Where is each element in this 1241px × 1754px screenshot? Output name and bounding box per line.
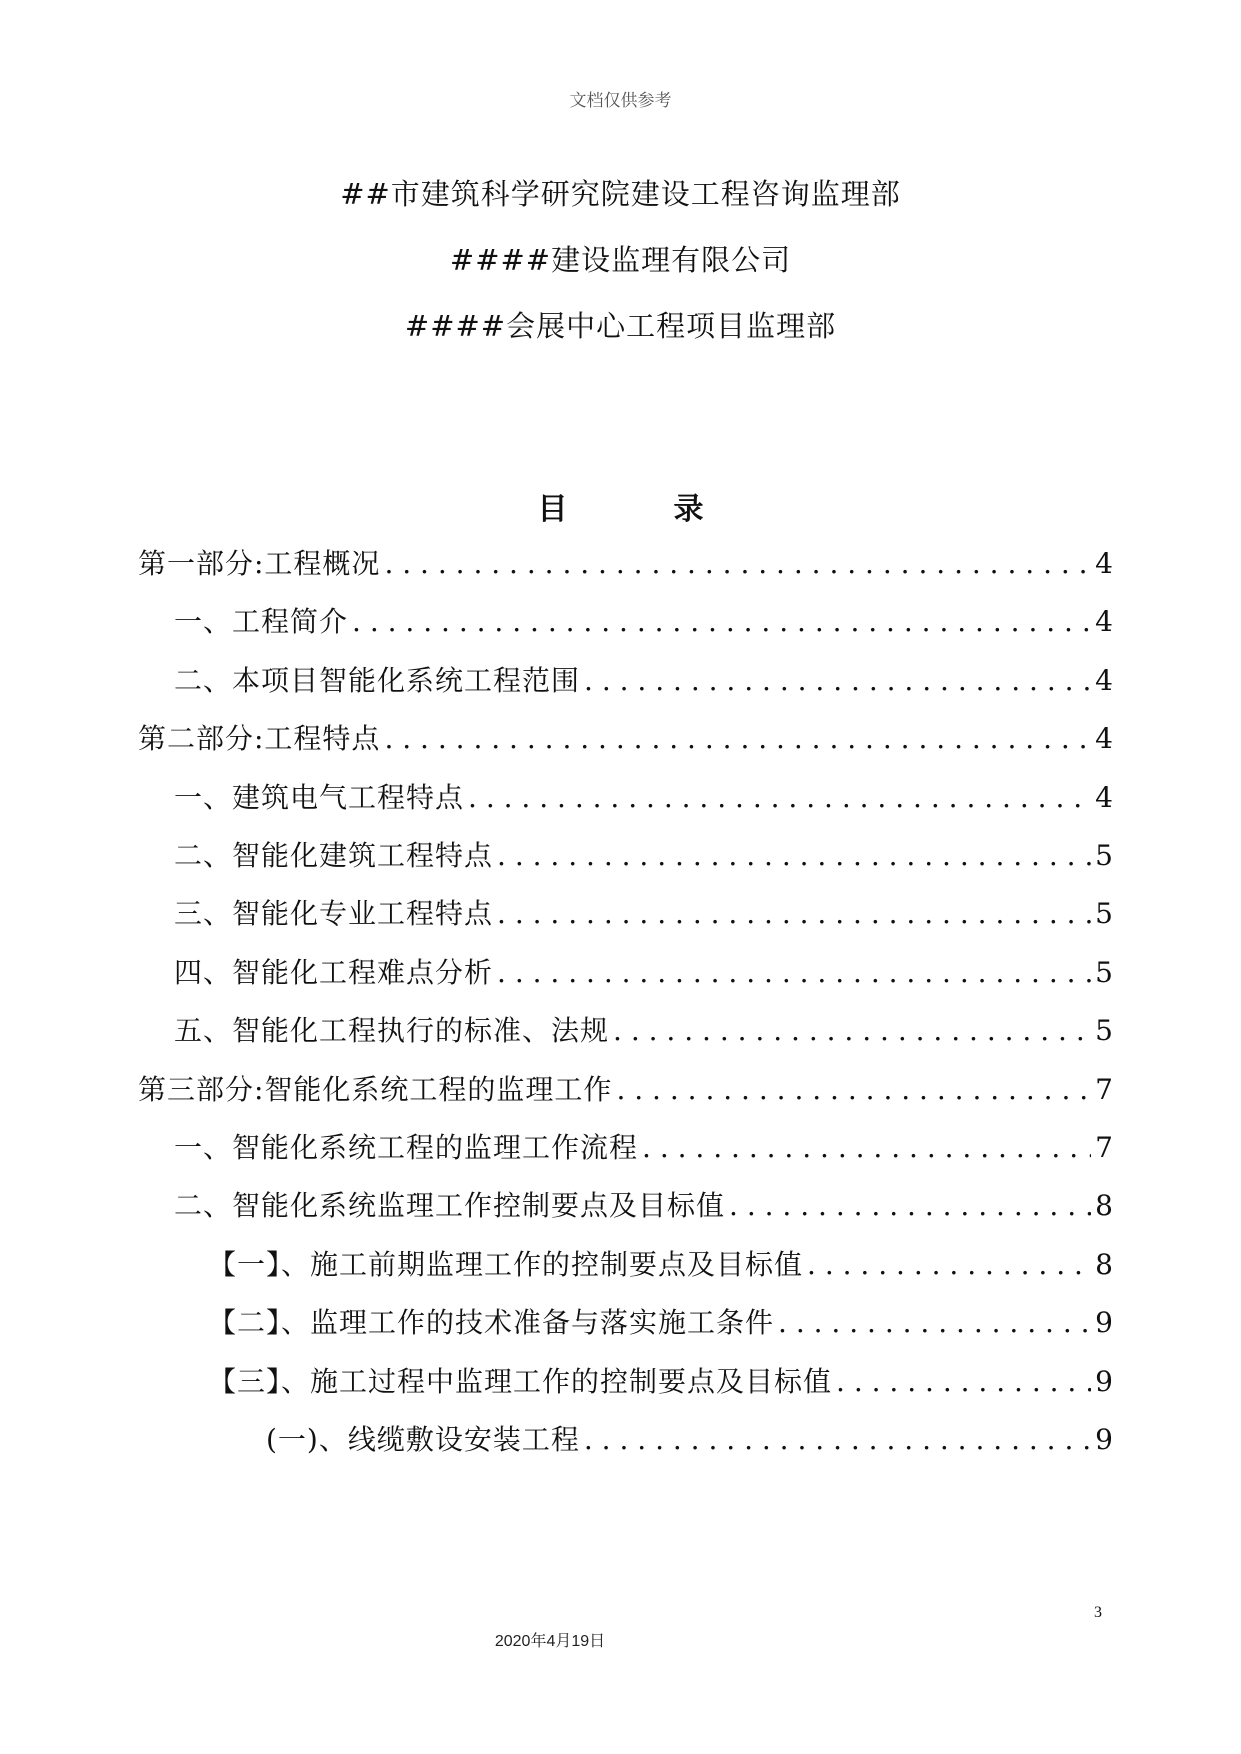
header-note: 文档仅供参考: [569, 91, 672, 111]
toc-entry[interactable]: [138, 717, 1113, 757]
toc-entry-page: 7: [1095, 1072, 1113, 1106]
toc-entry[interactable]: [138, 1301, 1113, 1341]
toc-entry-label: (一)、线缆敷设安装工程: [266, 1423, 580, 1456]
toc-entry-page: 4: [1095, 547, 1113, 580]
toc-entry[interactable]: [138, 1126, 1113, 1166]
toc-entry-page: 4: [1095, 780, 1113, 814]
toc-entry-label: 四、智能化工程难点分析: [174, 955, 494, 989]
toc-entry-page: 4: [1095, 663, 1113, 697]
toc-leader-dots: [836, 1365, 1091, 1398]
toc-leader-dots: [584, 1423, 1091, 1456]
toc-entry-page: 9: [1095, 1306, 1113, 1340]
toc-entry-label: 二、智能化系统监理工作控制要点及目标值: [174, 1189, 726, 1223]
toc-leader-dots: [778, 1306, 1091, 1339]
toc-entry[interactable]: [138, 600, 1113, 640]
toc-leader-dots: [497, 956, 1091, 989]
toc-entry[interactable]: [138, 834, 1113, 874]
toc-entry[interactable]: [138, 1418, 1113, 1458]
toc-entry-label: 第一部分:工程概况: [138, 547, 381, 580]
toc-entry[interactable]: [138, 1184, 1113, 1224]
footer-date: 2020年4月19日: [494, 1633, 606, 1650]
toc-entry-label: 一、工程简介: [174, 605, 349, 639]
toc-entry-label: 一、智能化系统工程的监理工作流程: [174, 1131, 639, 1164]
toc-entry[interactable]: [138, 1068, 1113, 1108]
toc-entry[interactable]: [138, 892, 1113, 932]
toc-leader-dots: [729, 1189, 1091, 1222]
toc-entry-page: 5: [1095, 955, 1113, 989]
toc-leader-dots: [468, 781, 1091, 814]
toc-entry[interactable]: [138, 776, 1113, 816]
toc-entry-page: 5: [1095, 839, 1113, 872]
toc-entry-page: 9: [1095, 1423, 1113, 1456]
toc-entry-label: 【二】、监理工作的技术准备与落实施工条件: [208, 1306, 775, 1340]
organization-line-1: ##市建筑科学研究院建设工程咨询监理部: [340, 177, 901, 211]
toc-title: 目 录: [537, 492, 742, 527]
page-number: 3: [1094, 1604, 1102, 1621]
toc-leader-dots: [352, 605, 1091, 638]
toc-entry-page: 9: [1095, 1364, 1113, 1398]
toc-leader-dots: [384, 722, 1091, 755]
toc-entry-page: 8: [1095, 1247, 1113, 1281]
toc-leader-dots: [613, 1014, 1091, 1047]
toc-entry[interactable]: [138, 951, 1113, 991]
toc-leader-dots: [584, 664, 1091, 697]
toc-entry-page: 4: [1095, 722, 1113, 756]
toc-entry-label: 五、智能化工程执行的标准、法规: [174, 1014, 610, 1048]
toc-entry-label: 第三部分:智能化系统工程的监理工作: [138, 1072, 613, 1106]
toc-entry-page: 5: [1095, 897, 1113, 931]
organization-line-3: ####会展中心工程项目监理部: [404, 309, 837, 343]
toc-leader-dots: [807, 1248, 1091, 1281]
toc-entry-label: 【三】、施工过程中监理工作的控制要点及目标值: [208, 1364, 833, 1398]
toc-entry-label: 二、本项目智能化系统工程范围: [174, 663, 581, 697]
toc-entry[interactable]: [138, 659, 1113, 699]
toc-entry-page: 4: [1095, 605, 1113, 639]
toc-entry-label: 三、智能化专业工程特点: [174, 897, 494, 931]
toc-entry[interactable]: [138, 542, 1113, 582]
toc-entry-label: 【一】、施工前期监理工作的控制要点及目标值: [208, 1247, 804, 1281]
toc-leader-dots: [384, 547, 1091, 580]
toc-entry-page: 7: [1095, 1131, 1113, 1164]
toc-leader-dots: [642, 1131, 1091, 1164]
toc-leader-dots: [497, 839, 1091, 872]
toc-leader-dots: [497, 897, 1091, 930]
toc-entry[interactable]: [138, 1360, 1113, 1400]
organization-line-2: ####建设监理有限公司: [449, 243, 792, 277]
toc-entry-label: 第二部分:工程特点: [138, 722, 381, 756]
toc-entry-label: 二、智能化建筑工程特点: [174, 839, 494, 872]
toc-entry-page: 8: [1095, 1189, 1113, 1223]
toc-entry-label: 一、建筑电气工程特点: [174, 780, 465, 814]
toc-entry[interactable]: [138, 1009, 1113, 1049]
toc-leader-dots: [616, 1073, 1091, 1106]
toc-entry-page: 5: [1095, 1014, 1113, 1048]
toc-entry[interactable]: [138, 1243, 1113, 1283]
